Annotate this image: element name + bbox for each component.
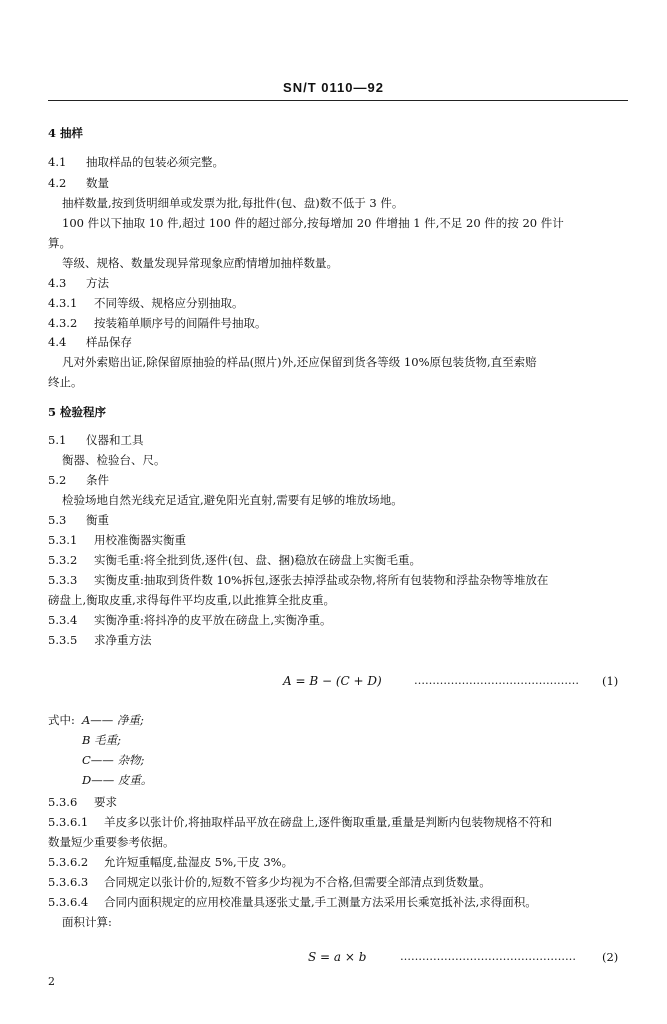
- variable-d: D—— 皮重。: [82, 773, 153, 787]
- section-4-heading: 4 抽样: [48, 126, 84, 140]
- variable-a: A—— 净重;: [82, 713, 144, 727]
- leader-dots: …………………………………………: [400, 950, 576, 963]
- clause-text: 衡重: [86, 513, 109, 527]
- clause-number: 5.3.2: [48, 553, 78, 567]
- clause-4-2: [48, 176, 109, 190]
- paragraph: 等级、规格、数量发现异常现象应酌情增加抽样数量。: [62, 256, 338, 270]
- clause-number: 5.1: [48, 433, 67, 447]
- clause-5-3-6-3: [48, 875, 491, 889]
- clause-number: 5.3.5: [48, 633, 78, 647]
- clause-5-3-6-2: [48, 855, 293, 869]
- leader-dots: ………………………………………: [414, 674, 579, 687]
- clause-text: 实衡皮重:抽取到货件数 10%拆包,逐张去掉浮盐或杂物,将所有包装物和浮盐杂物等堆放在: [94, 573, 549, 587]
- paragraph: 磅盘上,衡取皮重,求得每件平均皮重,以此推算全批皮重。: [48, 593, 335, 607]
- formula-2: S = a × b: [308, 950, 367, 964]
- clause-number: 4.2: [48, 176, 67, 190]
- paragraph: 终止。: [48, 375, 83, 389]
- where-label: 式中:: [48, 713, 75, 727]
- clause-5-3-6: [48, 795, 117, 809]
- paragraph: 衡器、检验台、尺。: [62, 453, 166, 467]
- document-header: SN/T 0110—92: [283, 80, 384, 95]
- clause-number: 5.3.6.1: [48, 815, 89, 829]
- formula-1-number: (1): [602, 674, 619, 688]
- clause-text: 按装箱单顺序号的间隔件号抽取。: [94, 316, 267, 330]
- clause-4-4: [48, 335, 132, 349]
- clause-4-3-1: [48, 296, 244, 310]
- clause-number: 5.3.1: [48, 533, 78, 547]
- clause-text: 求净重方法: [94, 633, 152, 647]
- clause-5-3-3: [48, 573, 548, 587]
- clause-5-1: [48, 433, 144, 447]
- variable-b: B 毛重;: [82, 733, 121, 747]
- clause-number: 4.3.2: [48, 316, 78, 330]
- clause-text: 用校准衡器实衡重: [94, 533, 186, 547]
- clause-text: 要求: [94, 795, 117, 809]
- clause-text: 合同内面积规定的应用校准量具逐张丈量,手工测量方法采用长乘宽抵补法,求得面积。: [104, 895, 537, 909]
- clause-number: 5.3.6.2: [48, 855, 89, 869]
- clause-5-3-1: [48, 533, 186, 547]
- header-rule: [48, 100, 628, 101]
- clause-4-3: [48, 276, 109, 290]
- paragraph: 面积计算:: [62, 915, 112, 929]
- formula-2-number: (2): [602, 950, 619, 964]
- clause-4-3-2: [48, 316, 267, 330]
- clause-text: 仪器和工具: [86, 433, 144, 447]
- clause-text: 合同规定以张计价的,短数不管多少均视为不合格,但需要全部清点到货数量。: [104, 875, 491, 889]
- clause-5-3-5: [48, 633, 152, 647]
- clause-number: 5.3.6.3: [48, 875, 89, 889]
- clause-5-3-6-1: [48, 815, 552, 829]
- clause-5-3-2: [48, 553, 421, 567]
- clause-5-2: [48, 473, 109, 487]
- clause-text: 不同等级、规格应分别抽取。: [94, 296, 244, 310]
- clause-number: 5.3.3: [48, 573, 78, 587]
- clause-number: 4.3.1: [48, 296, 78, 310]
- variable-c: C—— 杂物;: [82, 753, 145, 767]
- clause-text: 数量: [86, 176, 109, 190]
- clause-5-3: [48, 513, 109, 527]
- paragraph: 抽样数量,按到货明细单或发票为批,每批件(包、盘)数不低于 3 件。: [62, 196, 404, 210]
- clause-text: 羊皮多以张计价,将抽取样品平放在磅盘上,逐件衡取重量,重量是判断内包装物规格不符和: [104, 815, 552, 829]
- clause-text: 抽取样品的包装必须完整。: [86, 155, 224, 169]
- clause-number: 4.4: [48, 335, 67, 349]
- clause-number: 5.3.6: [48, 795, 78, 809]
- clause-text: 样品保存: [86, 335, 132, 349]
- clause-5-3-4: [48, 613, 332, 627]
- clause-number: 5.3.6.4: [48, 895, 89, 909]
- section-5-heading: 5 检验程序: [48, 405, 107, 419]
- clause-text: 方法: [86, 276, 109, 290]
- clause-text: 条件: [86, 473, 109, 487]
- clause-number: 4.1: [48, 155, 67, 169]
- clause-number: 5.3: [48, 513, 67, 527]
- clause-4-1: [48, 155, 224, 169]
- clause-number: 4.3: [48, 276, 67, 290]
- clause-number: 5.2: [48, 473, 67, 487]
- clause-5-3-6-4: [48, 895, 537, 909]
- paragraph: 凡对外索赔出证,除保留原抽验的样品(照片)外,还应保留到货各等级 10%原包装货物,直至索赔: [62, 355, 537, 369]
- clause-text: 实衡净重:将抖净的皮平放在磅盘上,实衡净重。: [94, 613, 332, 627]
- formula-1: A = B − (C + D): [283, 674, 382, 688]
- paragraph: 数量短少重要参考依据。: [48, 835, 175, 849]
- paragraph: 检验场地自然光线充足适宜,避免阳光直射,需要有足够的堆放场地。: [62, 493, 403, 507]
- clause-text: 允许短重幅度,盐湿皮 5%,干皮 3%。: [104, 855, 294, 869]
- paragraph: 100 件以下抽取 10 件,超过 100 件的超过部分,按每增加 20 件增抽 1 件,不足 20 件的按 20 件计: [62, 216, 564, 230]
- clause-text: 实衡毛重:将全批到货,逐件(包、盘、捆)稳放在磅盘上实衡毛重。: [94, 553, 421, 567]
- clause-number: 5.3.4: [48, 613, 78, 627]
- paragraph: 算。: [48, 236, 71, 250]
- page-number: 2: [48, 975, 55, 988]
